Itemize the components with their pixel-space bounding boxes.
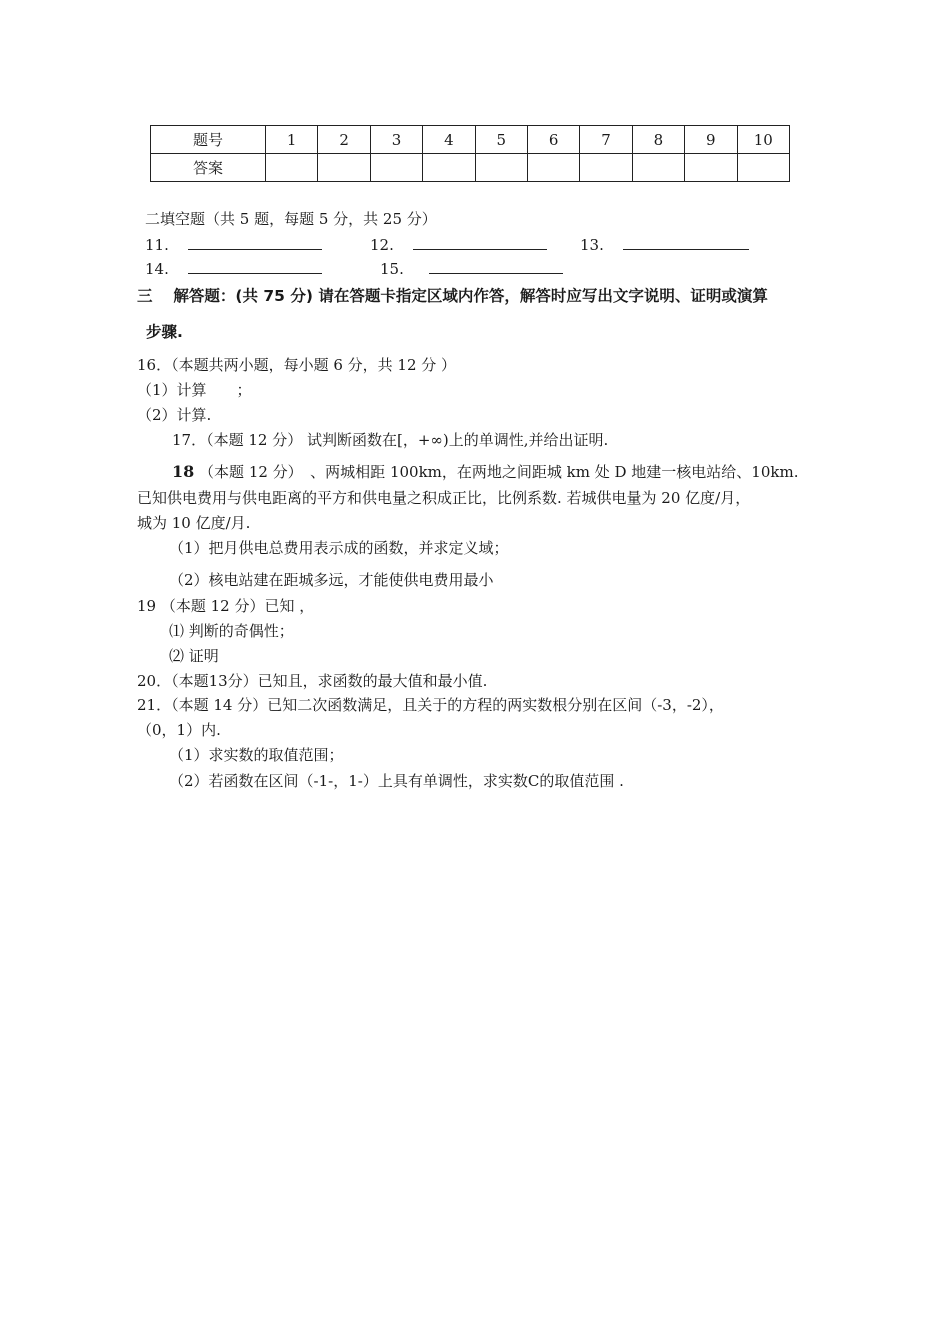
q21-part2: （2）若函数在区间（-1-，1-）上具有单调性，求实数C的取值范围 . [169,772,624,790]
answer-cell[interactable] [580,154,632,182]
answer-cell[interactable] [318,154,370,182]
q17-text: 17．（本题 12 分） 试判断函数在[，+∞)上的单调性,并给出证明. [172,431,609,449]
q16-title: 16．（本题共两小题，每小题 6 分，共 12 分 ） [137,356,457,374]
q18-number: 18 [172,462,195,481]
question-number-cell: 4 [423,126,475,154]
fill-in-number: 14. [145,260,169,278]
answer-cell[interactable] [527,154,579,182]
table-header-cell: 答案 [151,154,266,182]
fill-in-item-11 [145,234,322,256]
q16-part1: （1）计算 ； [137,381,252,399]
fill-in-number: 13. [580,236,604,254]
q18-part1: （1）把月供电总费用表示成的函数，并求定义域； [169,539,509,557]
part3-heading-line2: 步骤. [146,323,183,341]
answer-table [150,125,790,182]
q21-part1: （1）求实数的取值范围； [169,746,344,764]
q19-part2: ⑵ 证明 [169,647,219,665]
question-number-cell: 10 [737,126,789,154]
answer-cell[interactable] [423,154,475,182]
q21-line1: 21．（本题 14 分）已知二次函数满足，且关于的方程的两实数根分别在区间（-3，-2）， [137,696,724,714]
q20-text: 20．（本题13分）已知且，求函数的最大值和最小值. [137,672,488,690]
question-number-cell: 3 [370,126,422,154]
answer-cell[interactable] [685,154,737,182]
fill-in-heading: 二填空题（共 5 题，每题 5 分，共 25 分） [145,210,437,228]
q21-line2: （0，1）内. [137,721,221,739]
question-number-cell: 7 [580,126,632,154]
q18-line1 [172,461,798,483]
fill-in-blank[interactable] [623,235,749,250]
q18-part2: （2）核电站建在距城多远，才能使供电费用最小 [169,571,494,589]
answer-cell[interactable] [737,154,789,182]
question-number-cell: 8 [632,126,684,154]
q18-line1-text: （本题 12 分） 、两城相距 100km，在两地之间距城 km 处 D 地建一核电站给、10km. [199,463,799,481]
question-number-cell: 1 [266,126,318,154]
answer-cell[interactable] [475,154,527,182]
fill-in-item-12 [370,234,547,256]
fill-in-blank[interactable] [413,235,547,250]
fill-in-blank[interactable] [188,259,322,274]
fill-in-number: 11. [145,236,169,254]
fill-in-number: 12. [370,236,394,254]
q19-title: 19 （本题 12 分）已知 ， [137,597,315,615]
q16-part2: （2）计算. [137,406,212,424]
q18-line3: 城为 10 亿度/月. [137,514,251,532]
fill-in-blank[interactable] [429,259,563,274]
table-row [151,126,790,154]
fill-in-item-13 [580,234,749,256]
answer-cell[interactable] [632,154,684,182]
fill-in-number: 15. [380,260,404,278]
table-row [151,154,790,182]
q18-line2: 已知供电费用与供电距离的平方和供电量之积成正比，比例系数. 若城供电量为 20 亿度/月， [137,489,751,507]
question-number-cell: 5 [475,126,527,154]
part3-heading-line1: 三 解答题：(共 75 分) 请在答题卡指定区域内作答，解答时应写出文字说明、证明或演算 [137,287,768,305]
answer-cell[interactable] [266,154,318,182]
fill-in-blank[interactable] [188,235,322,250]
question-number-cell: 6 [527,126,579,154]
q19-part1: ⑴ 判断的奇偶性； [169,622,294,640]
question-number-cell: 9 [685,126,737,154]
answer-cell[interactable] [370,154,422,182]
question-number-cell: 2 [318,126,370,154]
fill-in-item-15 [380,258,563,280]
table-header-cell: 题号 [151,126,266,154]
fill-in-item-14 [145,258,322,280]
